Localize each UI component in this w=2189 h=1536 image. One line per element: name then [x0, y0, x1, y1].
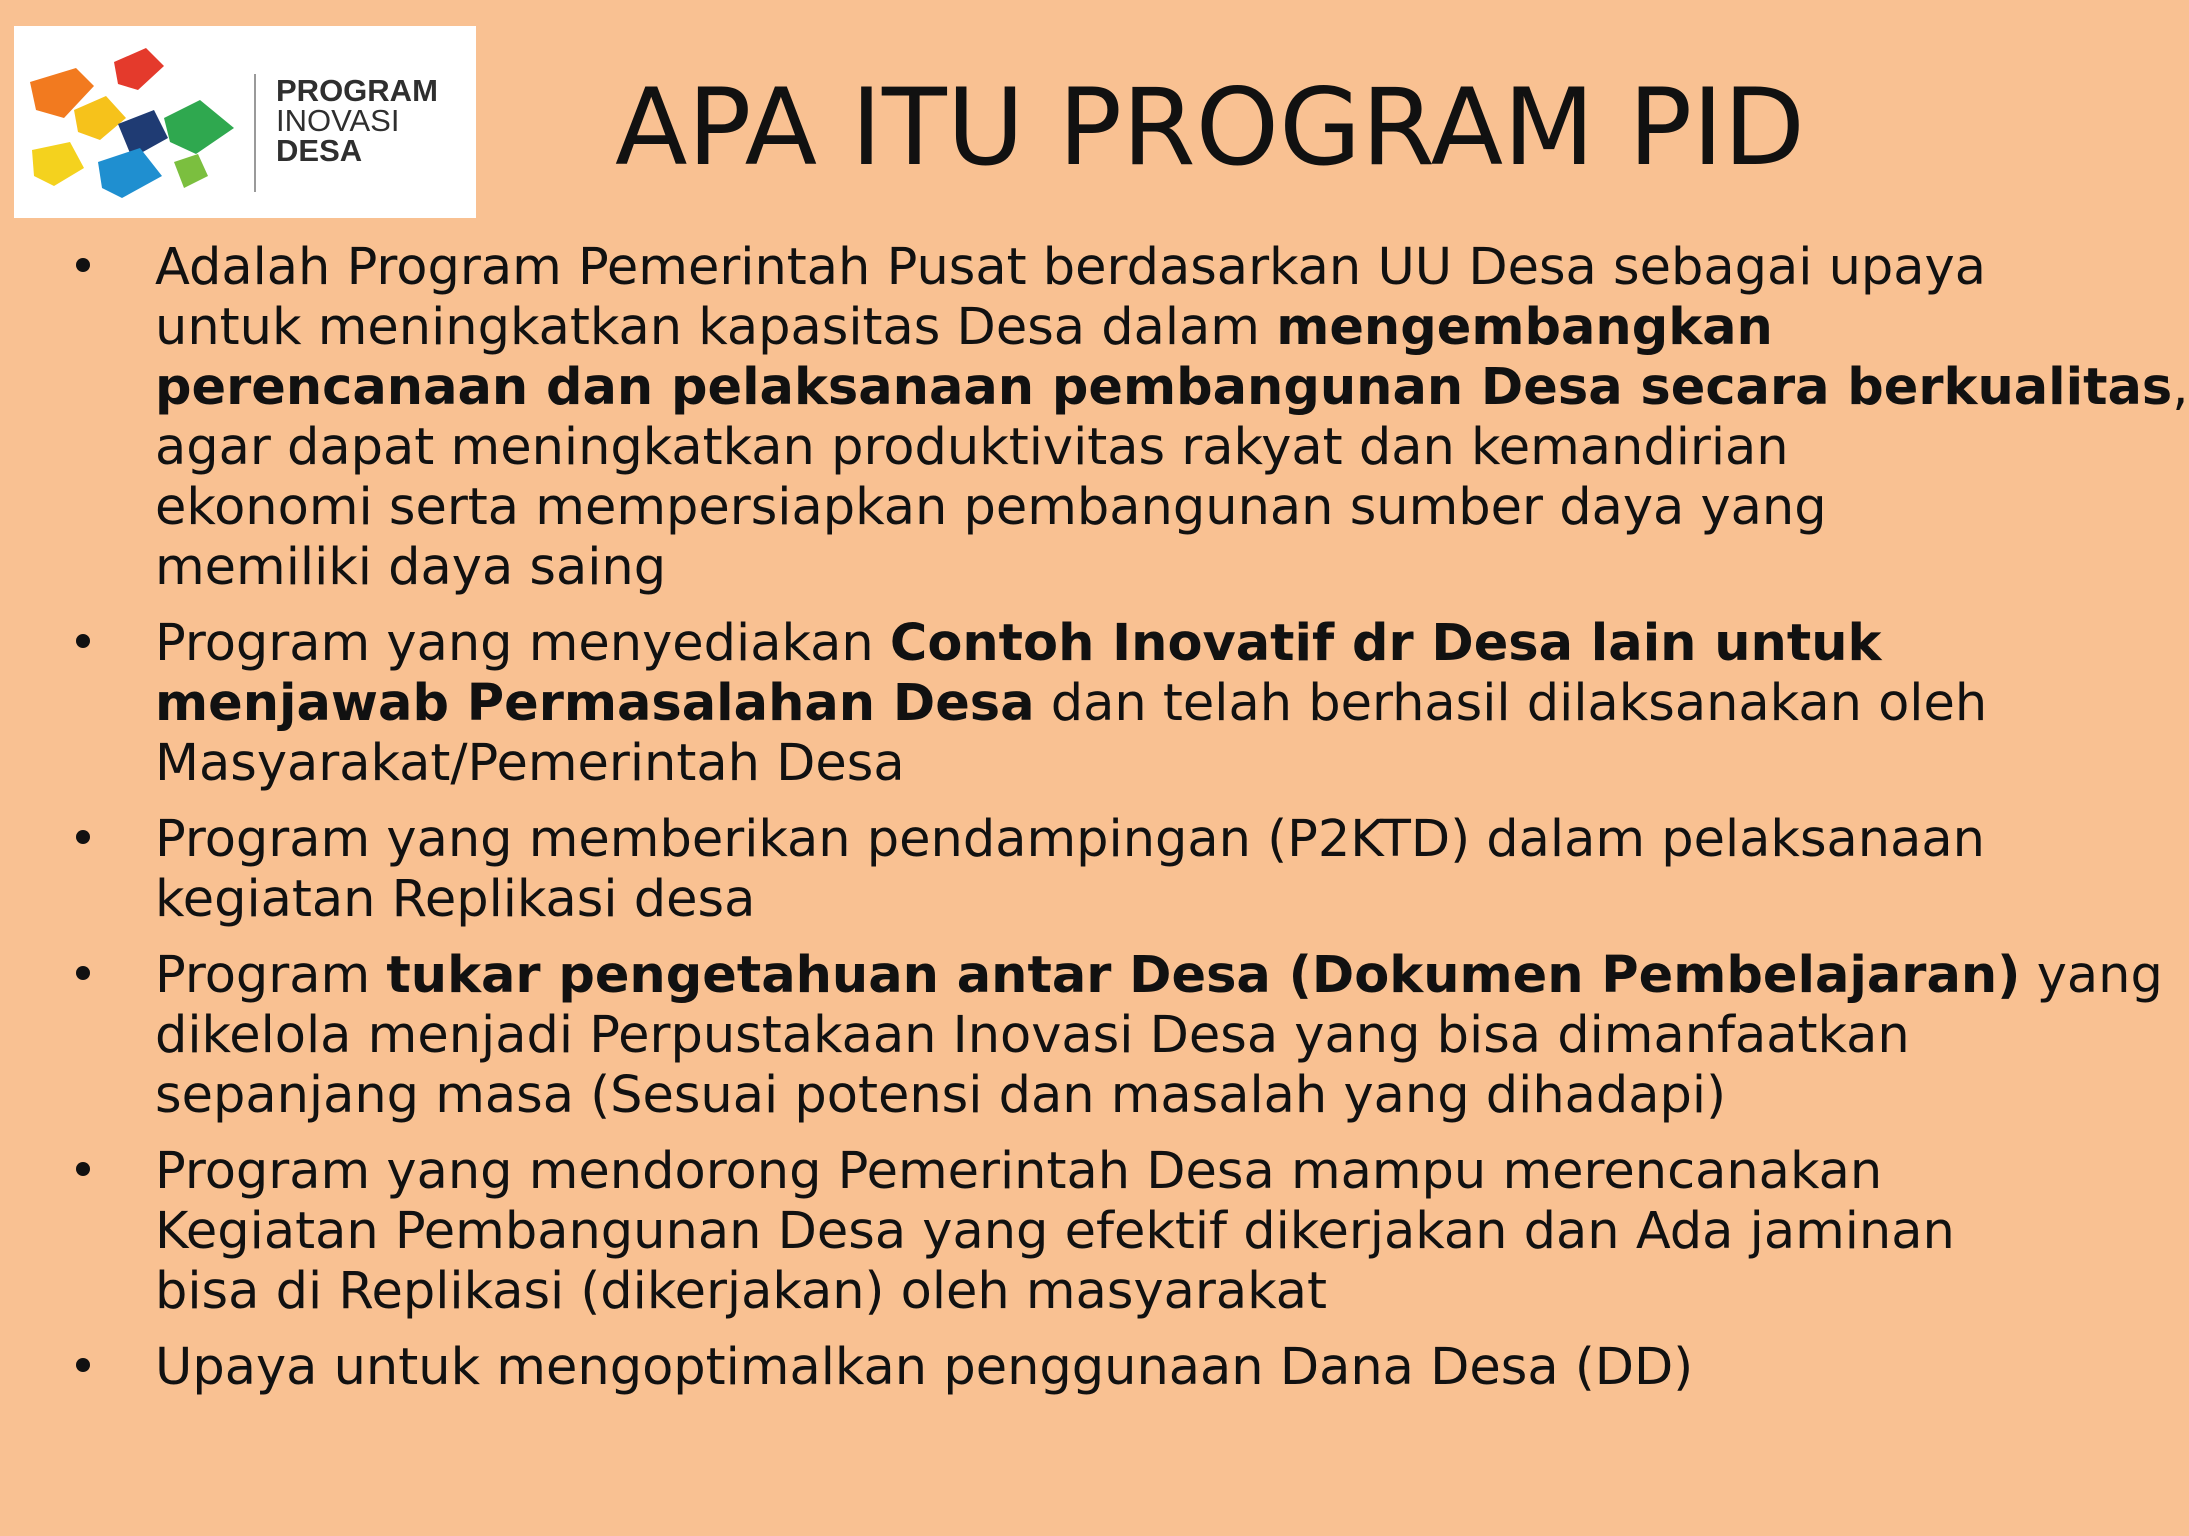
bullet-line [155, 734, 2012, 794]
bullet-line [155, 1202, 2012, 1262]
bullet-item [72, 1338, 2012, 1398]
bullet-list [72, 238, 2189, 1414]
bullet-item [72, 1142, 2012, 1322]
bullet-text: kegiatan Replikasi desa [155, 870, 756, 929]
logo-shape-blue [98, 148, 162, 198]
bullet-item [72, 946, 2163, 1126]
bullet-text-bold: mengembangkan [1276, 298, 1773, 357]
bullet-text: agar dapat meningkatkan produktivitas rakyat dan kemandirian [155, 418, 1789, 477]
bullet-line [155, 1006, 2012, 1066]
bullet-dot-icon [76, 1162, 90, 1176]
bullet-item [72, 614, 2012, 794]
bullet-line [155, 674, 2012, 734]
bullet-text-bold: perencanaan dan pelaksanaan pembangunan Desa secara berkualitas [155, 358, 2173, 417]
bullet-line [155, 946, 2163, 1006]
bullet-dot-icon [76, 966, 90, 980]
bullet-text: Program yang mendorong Pemerintah Desa mampu merencanakan [155, 1142, 1883, 1201]
logo-shape-yellow-bottom [32, 142, 84, 186]
logo-divider [254, 74, 256, 192]
bullet-dot-icon [76, 1358, 90, 1372]
bullet-line [155, 418, 2012, 478]
bullet-line [155, 1338, 2012, 1398]
logo-line-desa: DESA [276, 133, 363, 168]
bullet-text: Masyarakat/Pemerintah Desa [155, 734, 905, 793]
bullet-dot-icon [76, 830, 90, 844]
bullet-line [155, 1066, 2012, 1126]
bullet-text: Program yang memberikan pendampingan (P2KTD) dalam pelaksanaan [155, 810, 1985, 869]
bullet-item [72, 810, 2012, 930]
bullet-text: Program [155, 946, 387, 1005]
bullet-text: , [2172, 358, 2189, 417]
bullet-item [72, 238, 2189, 598]
bullet-text: bisa di Replikasi (dikerjakan) oleh masyarakat [155, 1262, 1327, 1321]
bullet-dot-icon [76, 258, 90, 272]
logo-graphic [14, 26, 259, 218]
logo-shape-yellow-top [74, 96, 126, 140]
bullet-line [155, 810, 2012, 870]
bullet-line [155, 538, 2012, 598]
bullet-line [155, 298, 2012, 358]
bullet-text: Upaya untuk mengoptimalkan penggunaan Dana Desa (DD) [155, 1338, 1694, 1397]
bullet-text-bold: tukar pengetahuan antar Desa (Dokumen Pembelajaran) [386, 946, 2021, 1005]
bullet-text: untuk meningkatkan kapasitas Desa dalam [155, 298, 1277, 357]
bullet-text: sepanjang masa (Sesuai potensi dan masalah yang dihadapi) [155, 1066, 1726, 1125]
bullet-text: dikelola menjadi Perpustakaan Inovasi Desa yang bisa dimanfaatkan [155, 1006, 1910, 1065]
bullet-line [155, 1142, 2012, 1202]
bullet-text-bold: menjawab Permasalahan Desa [155, 674, 1035, 733]
logo-line-inovasi: INOVASI [276, 103, 400, 138]
logo-text [276, 73, 476, 168]
logo-shape-red [114, 48, 164, 90]
bullet-text: Kegiatan Pembangunan Desa yang efektif dikerjakan dan Ada jaminan [155, 1202, 1955, 1261]
bullet-text: memiliki daya saing [155, 538, 667, 597]
bullet-line [155, 238, 2012, 298]
program-inovasi-desa-logo [14, 26, 476, 218]
logo-shape-green-small [174, 154, 208, 188]
bullet-text: ekonomi serta mempersiapkan pembangunan sumber daya yang [155, 478, 1827, 537]
bullet-dot-icon [76, 634, 90, 648]
slide-title: APA ITU PROGRAM PID [614, 66, 1806, 189]
logo-shape-green [164, 100, 234, 154]
bullet-line [155, 358, 2189, 418]
bullet-text: yang [2020, 946, 2163, 1005]
bullet-text: dan telah berhasil dilaksanakan oleh [1034, 674, 1988, 733]
bullet-line [155, 478, 2012, 538]
bullet-text: Program yang menyediakan [155, 614, 890, 673]
bullet-line [155, 1262, 2012, 1322]
bullet-line [155, 870, 2012, 930]
logo-shape-navy [118, 110, 168, 158]
bullet-text-bold: Contoh Inovatif dr Desa lain untuk [889, 614, 1882, 673]
bullet-line [155, 614, 2012, 674]
bullet-text: Adalah Program Pemerintah Pusat berdasarkan UU Desa sebagai upaya [155, 238, 1986, 297]
logo-line-program: PROGRAM [276, 73, 438, 108]
